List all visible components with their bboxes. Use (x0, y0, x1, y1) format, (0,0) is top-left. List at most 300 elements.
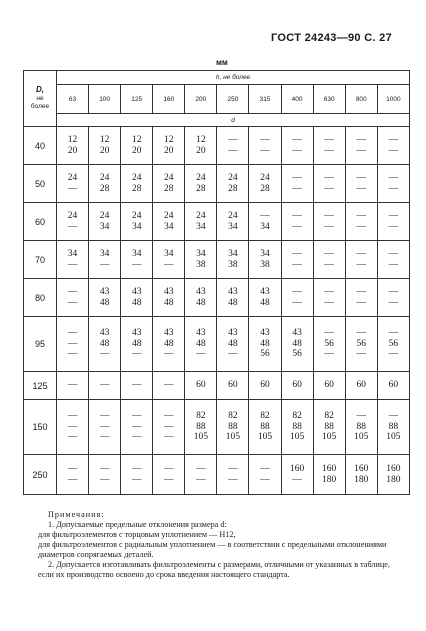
cell-value: — (324, 173, 334, 183)
cell-value: 43 (164, 287, 174, 297)
cell-value: — (388, 287, 399, 297)
cell-value: — (324, 221, 334, 232)
table-cell (153, 203, 185, 241)
table-cell (57, 400, 89, 455)
cell-value: 34 (228, 249, 238, 259)
table-cell (185, 203, 217, 241)
table-cell (121, 165, 153, 203)
cell-value: 43 (131, 328, 142, 339)
cell-value: — (67, 328, 78, 339)
cell-value: — (388, 249, 399, 259)
cell-value: — (388, 173, 399, 183)
cell-value: 56 (260, 349, 270, 360)
table-cell (377, 203, 409, 241)
cell-value: 20 (196, 145, 206, 156)
cell-value: — (99, 259, 110, 270)
cell-value: 20 (164, 145, 174, 156)
table-cell (89, 279, 121, 317)
cell-value: 56 (356, 338, 366, 349)
cell-value: 12 (196, 135, 206, 145)
cell-value: 48 (196, 297, 206, 308)
cell-value: — (260, 464, 270, 474)
cell-value: — (131, 474, 142, 485)
table-cell (153, 455, 185, 495)
table-cell (345, 127, 377, 165)
cell-value: 82 (324, 411, 334, 422)
cell-value: — (67, 259, 78, 270)
cell-value: — (99, 380, 110, 391)
cell-value: 48 (99, 338, 110, 349)
cell-value: 43 (99, 328, 110, 339)
table-cell (185, 279, 217, 317)
cell-value: — (164, 464, 174, 474)
h-value-header: 63 (57, 85, 89, 114)
table-cell (89, 400, 121, 455)
table-cell (89, 203, 121, 241)
cell-value: — (99, 411, 110, 422)
cell-value: — (131, 432, 142, 443)
cell-value: — (260, 211, 270, 221)
cell-value: — (356, 135, 366, 145)
cell-value: 56 (388, 338, 399, 349)
cell-value: — (164, 474, 174, 485)
cell-value: 48 (99, 297, 110, 308)
table-cell (89, 317, 121, 372)
cell-value: 20 (67, 145, 78, 156)
table-cell (281, 455, 313, 495)
cell-value: — (99, 432, 110, 443)
cell-value: 48 (164, 338, 174, 349)
cell-value: 48 (228, 297, 238, 308)
table-cell (57, 241, 89, 279)
cell-value: 105 (354, 432, 369, 443)
cell-value: — (67, 464, 78, 474)
cell-value: 60 (228, 380, 238, 391)
cell-value: 34 (99, 249, 110, 259)
table-cell (153, 165, 185, 203)
table-cell (89, 455, 121, 495)
table-cell (377, 241, 409, 279)
table-cell (217, 165, 249, 203)
table-cell (217, 455, 249, 495)
table-cell (249, 279, 281, 317)
cell-value: 38 (260, 259, 270, 270)
cell-value: 28 (131, 183, 142, 194)
cell-value: 48 (164, 297, 174, 308)
table-row (24, 455, 410, 495)
cell-value: 34 (196, 221, 206, 232)
table-row (24, 317, 410, 372)
table-cell (377, 455, 409, 495)
table-cell (345, 279, 377, 317)
cell-value: — (324, 259, 334, 270)
cell-value: — (164, 432, 174, 443)
table-cell (313, 165, 345, 203)
cell-value: 24 (131, 173, 142, 183)
cell-value: — (228, 464, 238, 474)
table-cell (281, 241, 313, 279)
note-2: 2. Допускается изготавливать фильтроэлементы с размерами, отличными от указанных в таблице, если их производство освоено до срока введения настоящего стандарта. (38, 560, 390, 579)
cell-value: — (356, 145, 366, 156)
h-header: h, не более (57, 71, 410, 85)
cell-value: 34 (260, 249, 270, 259)
cell-value: 34 (164, 221, 174, 232)
table-cell (185, 241, 217, 279)
cell-value: — (388, 349, 399, 360)
table-cell (281, 372, 313, 400)
table-cell (313, 400, 345, 455)
cell-value: — (131, 411, 142, 422)
cell-value: 82 (228, 411, 238, 422)
cell-value: 48 (131, 297, 142, 308)
cell-value: 43 (292, 328, 302, 339)
table-cell (345, 400, 377, 455)
table-row (24, 241, 410, 279)
table-cell (153, 241, 185, 279)
cell-value: — (292, 145, 302, 156)
cell-value: — (292, 211, 302, 221)
notes (38, 510, 398, 580)
cell-value: — (324, 211, 334, 221)
row-d-value: 50 (24, 165, 57, 203)
note-1b: для фильтроэлементов с радиальным уплотнением — в соответствии с предельными отклонениями диаметров сопрягаемых деталей. (38, 540, 387, 559)
cell-value: 88 (196, 421, 206, 432)
cell-value: 105 (289, 432, 305, 443)
cell-value: — (67, 349, 78, 360)
table-cell (377, 165, 409, 203)
table-cell (281, 165, 313, 203)
cell-value: — (196, 464, 206, 474)
cell-value: 180 (386, 474, 401, 485)
cell-value: 160 (322, 464, 337, 474)
cell-value: 82 (196, 411, 206, 422)
table-row (24, 165, 410, 203)
cell-value: 105 (386, 432, 401, 443)
unit-label: мм (216, 58, 228, 67)
table-cell (57, 203, 89, 241)
table-cell (345, 203, 377, 241)
cell-value: 60 (356, 380, 366, 391)
h-value-header: 200 (185, 85, 217, 114)
cell-value: — (324, 145, 334, 156)
notes-title: Примечания: (48, 510, 105, 519)
cell-value: — (196, 349, 206, 360)
row-d-value: 150 (24, 400, 57, 455)
cell-value: 43 (196, 328, 206, 339)
cell-value: — (324, 297, 334, 308)
cell-value: 28 (99, 183, 110, 194)
table-cell (121, 241, 153, 279)
cell-value: 43 (196, 287, 206, 297)
cell-value: 28 (196, 183, 206, 194)
cell-value: — (164, 380, 174, 391)
table-cell (89, 241, 121, 279)
table-cell (377, 317, 409, 372)
table-cell (57, 127, 89, 165)
cell-value: — (356, 259, 366, 270)
cell-value: — (388, 221, 399, 232)
cell-value: 88 (356, 421, 366, 432)
cell-value: — (67, 338, 78, 349)
table-row (24, 279, 410, 317)
cell-value: — (388, 259, 399, 270)
cell-value: 88 (260, 421, 270, 432)
cell-value: 82 (292, 411, 302, 422)
cell-value: 24 (196, 173, 206, 183)
table-cell (281, 279, 313, 317)
cell-value: 60 (196, 380, 206, 391)
table-cell (185, 165, 217, 203)
table-row (24, 372, 410, 400)
cell-value: — (356, 183, 366, 194)
cell-value: 12 (99, 135, 110, 145)
cell-value: — (356, 287, 366, 297)
cell-value: 38 (196, 259, 206, 270)
table-cell (345, 317, 377, 372)
table-cell (185, 317, 217, 372)
table-cell (345, 455, 377, 495)
cell-value: 34 (131, 221, 142, 232)
cell-value: 24 (260, 173, 270, 183)
cell-value: 34 (131, 249, 142, 259)
cell-value: — (67, 221, 78, 232)
cell-value: 34 (196, 249, 206, 259)
cell-value: — (356, 411, 366, 422)
table-cell (57, 372, 89, 400)
table-cell (249, 400, 281, 455)
table-cell (249, 127, 281, 165)
table-cell (217, 317, 249, 372)
cell-value: — (67, 432, 78, 443)
cell-value: 24 (99, 173, 110, 183)
cell-value: — (260, 474, 270, 485)
cell-value: 88 (228, 421, 238, 432)
cell-value: — (164, 411, 174, 422)
table-cell (89, 127, 121, 165)
row-d-value: 40 (24, 127, 57, 165)
page-header: ГОСТ 24243—90 С. 27 (271, 32, 392, 44)
cell-value: 60 (388, 380, 399, 391)
cell-value: 160 (289, 464, 305, 474)
cell-value: — (356, 297, 366, 308)
cell-value: 105 (322, 432, 337, 443)
cell-value: — (67, 421, 78, 432)
h-value-header: 160 (153, 85, 185, 114)
cell-value: — (228, 474, 238, 485)
table-cell (345, 372, 377, 400)
table-cell (153, 317, 185, 372)
table-cell (57, 165, 89, 203)
cell-value: 24 (228, 173, 238, 183)
cell-value: — (131, 421, 142, 432)
cell-value: 88 (292, 421, 302, 432)
cell-value: — (292, 183, 302, 194)
table-cell (249, 372, 281, 400)
table-cell (57, 279, 89, 317)
table-cell (89, 165, 121, 203)
table-cell (377, 127, 409, 165)
cell-value: 24 (67, 173, 78, 183)
table-cell (313, 279, 345, 317)
table-cell (313, 241, 345, 279)
cell-value: 34 (67, 249, 78, 259)
table-cell (217, 400, 249, 455)
table-cell (281, 317, 313, 372)
cell-value: 24 (196, 211, 206, 221)
cell-value: 34 (260, 221, 270, 232)
cell-value: — (131, 259, 142, 270)
table-cell (185, 372, 217, 400)
cell-value: — (292, 474, 302, 485)
cell-value: 20 (131, 145, 142, 156)
table-cell (281, 400, 313, 455)
cell-value: 28 (228, 183, 238, 194)
h-values-row (24, 85, 410, 114)
table-cell (121, 372, 153, 400)
row-d-value: 250 (24, 455, 57, 495)
cell-value: 105 (257, 432, 273, 443)
cell-value: — (292, 287, 302, 297)
cell-value: 28 (260, 183, 270, 194)
cell-value: — (388, 297, 399, 308)
cell-value: 24 (99, 211, 110, 221)
table-cell (185, 400, 217, 455)
cell-value: 43 (131, 287, 142, 297)
table-cell (121, 317, 153, 372)
table-row (24, 127, 410, 165)
cell-value: 48 (196, 338, 206, 349)
h-value-header: 800 (345, 85, 377, 114)
cell-value: — (356, 211, 366, 221)
cell-value: 12 (164, 135, 174, 145)
cell-value: 24 (131, 211, 142, 221)
cell-value: 48 (228, 338, 238, 349)
table-cell (249, 241, 281, 279)
row-d-value: 60 (24, 203, 57, 241)
cell-value: 60 (292, 380, 302, 391)
table-cell (153, 127, 185, 165)
table-cell (249, 203, 281, 241)
cell-value: — (356, 249, 366, 259)
cell-value: 38 (228, 259, 238, 270)
cell-value: 60 (260, 380, 270, 391)
cell-value: 180 (354, 474, 369, 485)
cell-value: — (67, 183, 78, 194)
cell-value: — (260, 135, 270, 145)
cell-value: 88 (388, 421, 399, 432)
cell-value: — (292, 259, 302, 270)
cell-value: 43 (99, 287, 110, 297)
table-cell (281, 203, 313, 241)
cell-value: 56 (292, 349, 302, 360)
cell-value: 12 (67, 135, 78, 145)
d-subheader: d (57, 114, 410, 127)
cell-value: 24 (67, 211, 78, 221)
table-cell (249, 455, 281, 495)
cell-value: 43 (260, 287, 270, 297)
cell-value: — (228, 349, 238, 360)
table-cell (313, 127, 345, 165)
table-cell (121, 400, 153, 455)
cell-value: 105 (225, 432, 241, 443)
cell-value: — (67, 287, 78, 297)
cell-value: — (67, 474, 78, 485)
cell-value: 56 (324, 338, 334, 349)
cell-value: — (388, 145, 399, 156)
cell-value: — (356, 173, 366, 183)
table-cell (345, 241, 377, 279)
cell-value: 34 (99, 221, 110, 232)
table-cell (217, 241, 249, 279)
h-value-header: 125 (121, 85, 153, 114)
h-value-header: 100 (89, 85, 121, 114)
cell-value: 24 (164, 173, 174, 183)
cell-value: — (356, 221, 366, 232)
h-value-header: 630 (313, 85, 345, 114)
cell-value: — (99, 474, 110, 485)
cell-value: 43 (228, 287, 238, 297)
table-cell (217, 203, 249, 241)
h-value-header: 400 (281, 85, 313, 114)
cell-value: — (292, 135, 302, 145)
cell-value: — (356, 349, 366, 360)
cell-value: — (260, 145, 270, 156)
cell-value: 160 (354, 464, 369, 474)
cell-value: — (196, 474, 206, 485)
cell-value: 60 (324, 380, 334, 391)
table-cell (345, 165, 377, 203)
cell-value: 12 (131, 135, 142, 145)
table-cell (377, 279, 409, 317)
cell-value: — (324, 135, 334, 145)
cell-value: — (164, 421, 174, 432)
table-body (24, 127, 410, 495)
note-1a: для фильтроэлементов с торцовым уплотнением — H12, (38, 530, 236, 539)
cell-value: — (292, 297, 302, 308)
cell-value: — (131, 464, 142, 474)
table-cell (249, 317, 281, 372)
table-cell (121, 203, 153, 241)
cell-value: 82 (260, 411, 270, 422)
cell-value: 180 (322, 474, 337, 485)
h-value-header: 315 (249, 85, 281, 114)
table-cell (153, 279, 185, 317)
cell-value: — (388, 183, 399, 194)
row-d-value: 70 (24, 241, 57, 279)
table-cell (377, 372, 409, 400)
row-d-value: 95 (24, 317, 57, 372)
cell-value: — (324, 287, 334, 297)
table-cell (217, 372, 249, 400)
table-cell (313, 455, 345, 495)
cell-value: — (228, 135, 238, 145)
table-cell (57, 455, 89, 495)
cell-value: — (67, 411, 78, 422)
cell-value: 43 (260, 328, 270, 339)
cell-value: — (67, 297, 78, 308)
cell-value: 34 (164, 249, 174, 259)
cell-value: — (324, 183, 334, 194)
cell-value: — (292, 249, 302, 259)
table-cell (217, 127, 249, 165)
cell-value: — (67, 380, 78, 391)
dimensions-table (23, 70, 410, 495)
table-row (24, 400, 410, 455)
cell-value: 24 (228, 211, 238, 221)
table-cell (377, 400, 409, 455)
cell-value: — (356, 328, 366, 339)
table-cell (121, 127, 153, 165)
